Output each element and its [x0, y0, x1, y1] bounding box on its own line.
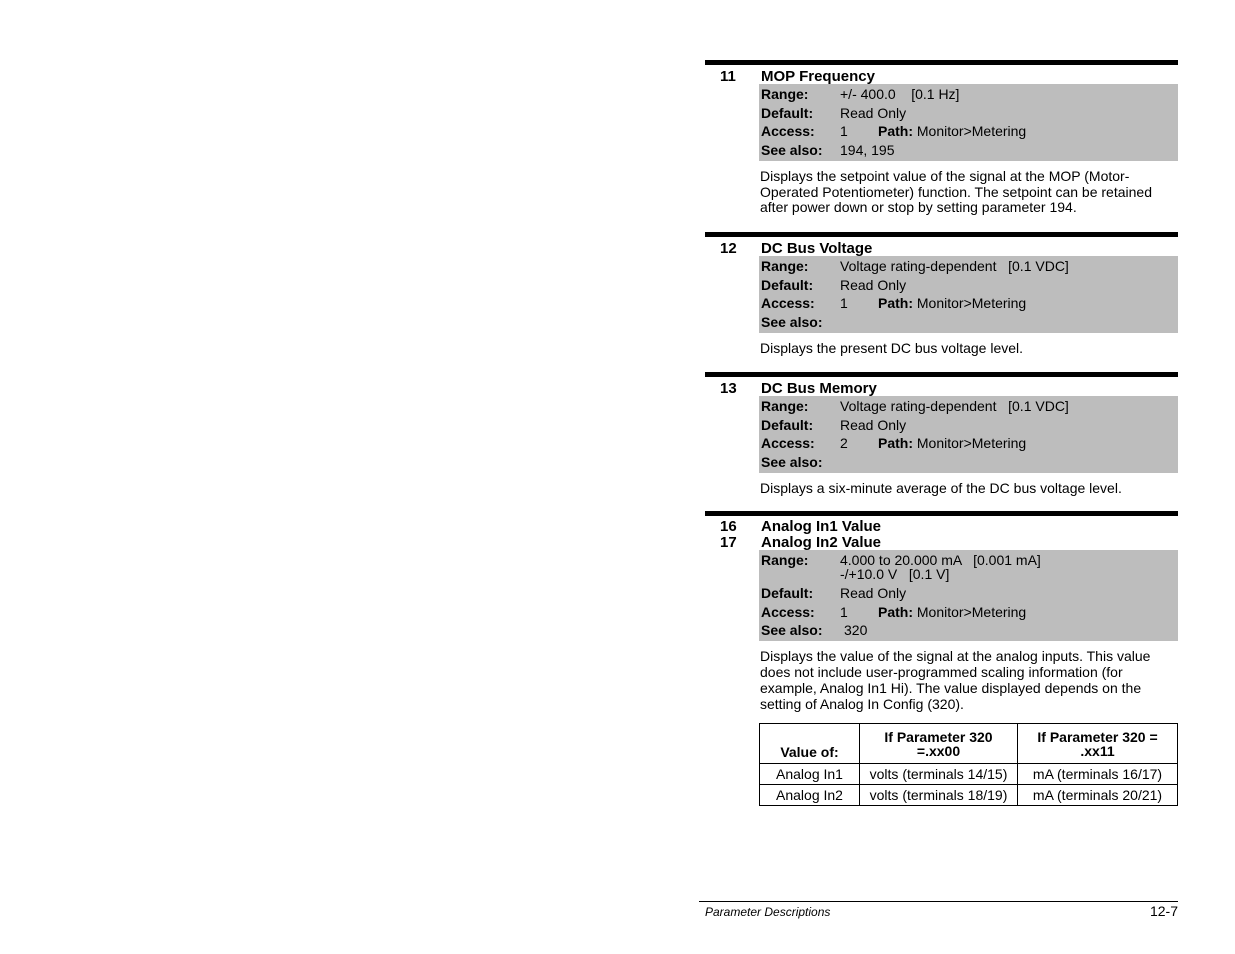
- range-value: Voltage rating-dependent [0.1 VDC]: [840, 258, 1069, 274]
- default-value: Read Only: [840, 585, 907, 601]
- param-description: Displays the value of the signal at the analog inputs. This value does not include user-programmed scaling information (for example, Analog In1 Hi). The value displayed depends on the setting of Analog In Config (320).: [760, 648, 1151, 712]
- path-value: Monitor>Metering: [916, 295, 1027, 312]
- see-also-label: See also:: [761, 622, 823, 639]
- see-also-value: [840, 313, 1178, 332]
- table-header-row: [760, 724, 1178, 764]
- param-block-13: [705, 372, 1178, 497]
- param-title: Analog In1 Value: [761, 518, 882, 535]
- param-block-16-17: [705, 511, 1178, 712]
- param-title: DC Bus Voltage: [761, 240, 873, 257]
- range-value-2: -/+10.0 V [0.1 V]: [840, 566, 950, 582]
- table-cell: volts (terminals 14/15): [860, 764, 1018, 785]
- table-cell: mA (terminals 16/17): [1018, 764, 1178, 785]
- default-value: Read Only: [840, 276, 907, 293]
- see-also-label: See also:: [761, 142, 823, 159]
- access-value: 1: [840, 295, 848, 312]
- access-value: 1: [840, 603, 848, 620]
- path-value: Monitor>Metering: [916, 435, 1027, 452]
- param-info-box: [759, 396, 1178, 473]
- table-header-cell: Value of:: [760, 724, 860, 764]
- see-also-value: 320: [844, 622, 868, 639]
- range-label: Range:: [761, 258, 809, 274]
- param-info-box: [759, 256, 1178, 333]
- table-cell: Analog In2: [760, 785, 860, 806]
- default-label: Default:: [761, 585, 814, 601]
- see-also-value: [840, 453, 1178, 472]
- range-value: 4.000 to 20.000 mA [0.001 mA]: [840, 552, 1041, 568]
- default-value: Read Only: [840, 416, 907, 433]
- param-number: 12: [720, 240, 737, 257]
- table-row: [760, 785, 1178, 806]
- see-also-label: See also:: [761, 314, 823, 331]
- path-value: Monitor>Metering: [916, 603, 1027, 620]
- param-description: Displays the present DC bus voltage level.: [760, 339, 1024, 356]
- range-label: Range:: [761, 86, 809, 102]
- path-label: Path:: [878, 295, 913, 312]
- param-info-box: [759, 550, 1178, 641]
- footer-section-name: Parameter Descriptions: [705, 905, 831, 919]
- param-description: Displays the setpoint value of the signal at the MOP (Motor-Operated Potentiometer) function. The setpoint can be retained after power down or stop by setting parameter 194.: [760, 167, 1152, 216]
- table-cell: mA (terminals 20/21): [1018, 785, 1178, 806]
- analog-value-table: [759, 723, 1178, 806]
- default-label: Default:: [761, 276, 814, 293]
- page-number: 12-7: [1149, 903, 1178, 919]
- table-cell: Analog In1: [760, 764, 860, 785]
- default-label: Default:: [761, 416, 814, 433]
- path-label: Path:: [878, 123, 913, 140]
- param-info-box: [759, 84, 1178, 161]
- access-label: Access:: [761, 603, 815, 620]
- access-value: 1: [840, 123, 848, 140]
- access-value: 2: [840, 435, 848, 452]
- path-label: Path:: [878, 603, 913, 620]
- footer-rule: [699, 901, 1178, 902]
- range-value: +/- 400.0 [0.1 Hz]: [840, 86, 960, 102]
- see-also-label: See also:: [761, 454, 823, 471]
- access-label: Access:: [761, 123, 815, 140]
- range-label: Range:: [761, 398, 809, 414]
- table-row: [760, 764, 1178, 785]
- default-value: Read Only: [840, 104, 907, 121]
- access-label: Access:: [761, 435, 815, 452]
- param-title: DC Bus Memory: [761, 380, 877, 397]
- table-cell: volts (terminals 18/19): [860, 785, 1018, 806]
- param-title: MOP Frequency: [761, 68, 875, 85]
- access-label: Access:: [761, 295, 815, 312]
- path-label: Path:: [878, 435, 913, 452]
- table-header-cell: If Parameter 320 = .xx11: [1018, 724, 1178, 764]
- default-label: Default:: [761, 104, 814, 121]
- range-value: Voltage rating-dependent [0.1 VDC]: [840, 398, 1069, 414]
- param-block-12: [705, 232, 1178, 357]
- param-block-11: [705, 60, 1178, 216]
- param-title-2: Analog In2 Value: [761, 534, 882, 551]
- table-header-cell: If Parameter 320 =.xx00: [860, 724, 1018, 764]
- param-number: 13: [720, 380, 737, 397]
- param-number: 11: [720, 68, 736, 85]
- see-also-value: 194, 195: [840, 142, 895, 159]
- param-number-2: 17: [720, 534, 737, 551]
- param-description: Displays a six-minute average of the DC bus voltage level.: [760, 479, 1122, 496]
- path-value: Monitor>Metering: [916, 123, 1027, 140]
- param-number: 16: [720, 518, 737, 535]
- range-label: Range:: [761, 552, 809, 568]
